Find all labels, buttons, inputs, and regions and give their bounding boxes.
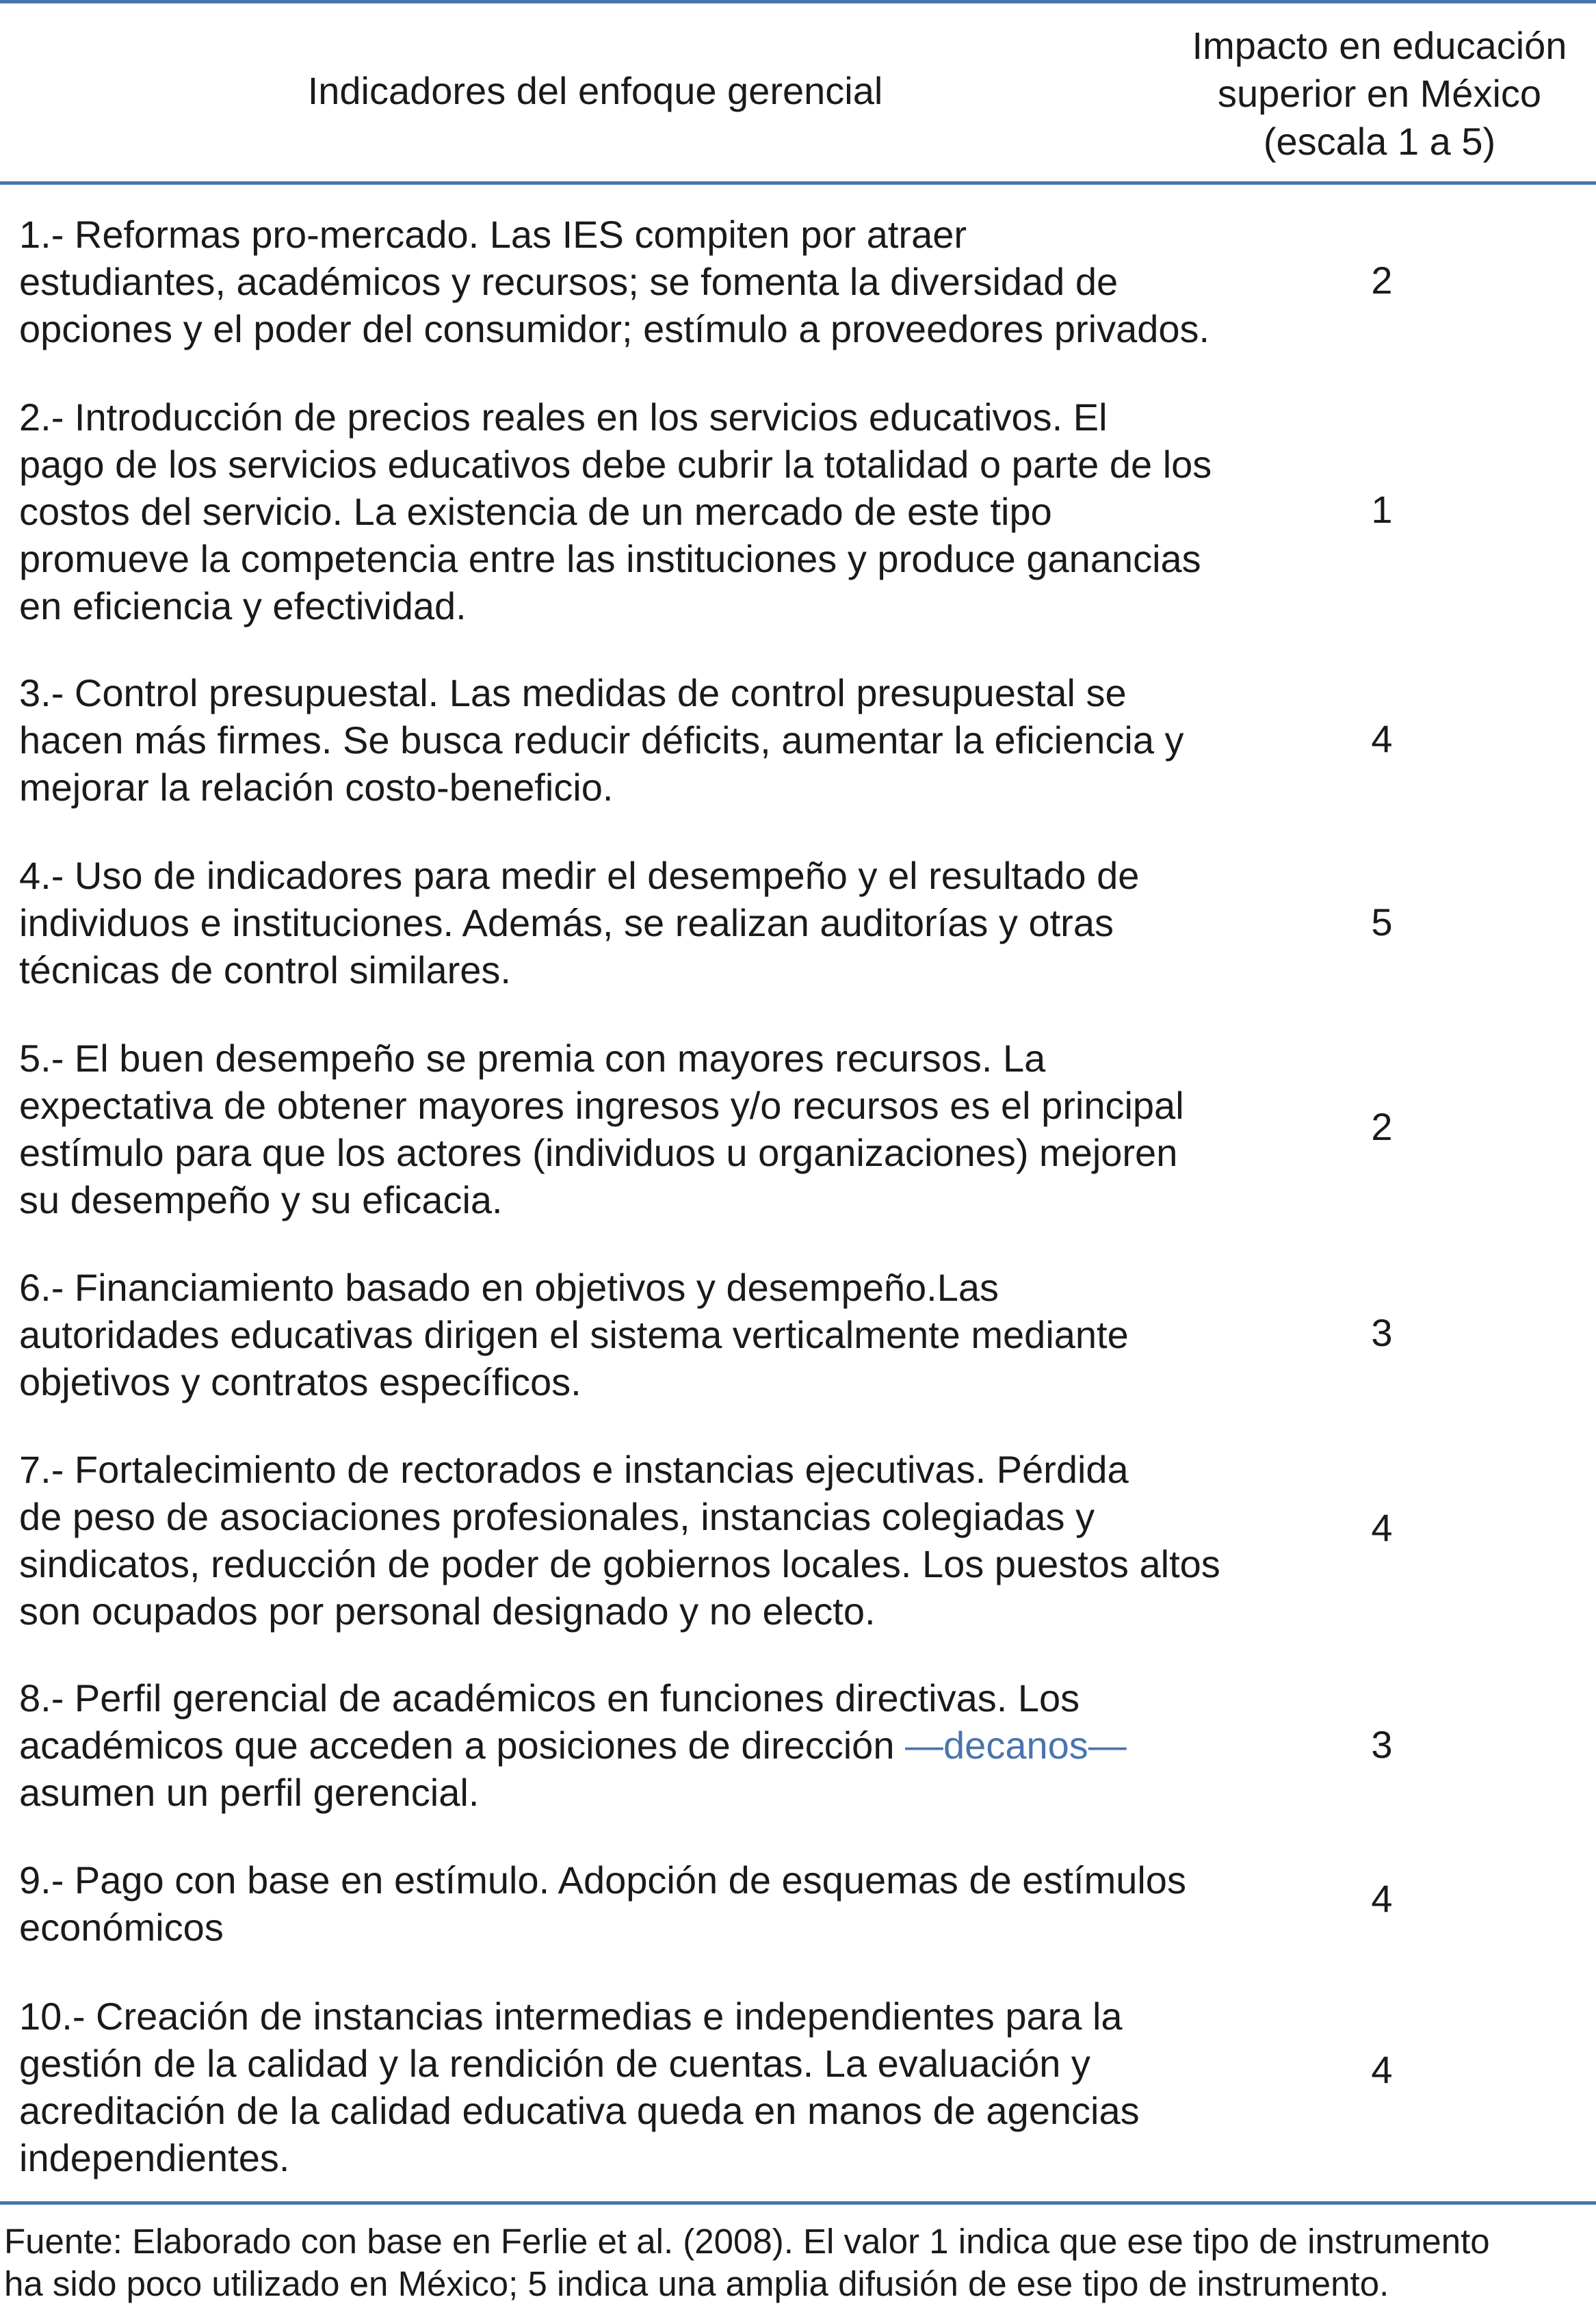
header-impact-line: superior en México bbox=[1217, 72, 1542, 115]
table-row-1-value: 2 bbox=[1371, 259, 1393, 302]
table-row-2-value: 1 bbox=[1371, 488, 1393, 531]
table-row-6-text bbox=[19, 1264, 1305, 1405]
row-line: gestión de la calidad y la rendición de cuentas. La evaluación y bbox=[19, 2042, 1090, 2085]
dash-decanos: —decanos— bbox=[905, 1724, 1127, 1767]
row-line: 9.- Pago con base en estímulo. Adopción de esquemas de estímulos bbox=[19, 1858, 1186, 1902]
header-impact-line: (escala 1 a 5) bbox=[1263, 120, 1496, 163]
table-bottom-rule bbox=[0, 2201, 1596, 2205]
table-row-9-text bbox=[19, 1856, 1305, 1951]
row-line: de peso de asociaciones profesionales, instancias colegiadas y bbox=[19, 1495, 1095, 1538]
row-line bbox=[19, 1722, 1305, 1769]
table-row-6-value: 3 bbox=[1371, 1311, 1393, 1354]
row-line: 10.- Creación de instancias intermedias e independientes para la bbox=[19, 1995, 1123, 2038]
source-note-line: ha sido poco utilizado en México; 5 indica una amplia difusión de ese tipo de instrumento. bbox=[4, 2264, 1389, 2303]
table-row-3-value: 4 bbox=[1371, 717, 1393, 760]
table-row-5-value: 2 bbox=[1371, 1105, 1393, 1148]
source-note bbox=[4, 2220, 1591, 2305]
row-line: sindicatos, reducción de poder de gobiernos locales. Los puestos altos bbox=[19, 1542, 1220, 1585]
table-row-8-value: 3 bbox=[1371, 1723, 1393, 1766]
row-line: expectativa de obtener mayores ingresos y/o recursos es el principal bbox=[19, 1084, 1184, 1127]
row-line: 4.- Uso de indicadores para medir el desempeño y el resultado de bbox=[19, 854, 1140, 897]
row-line: 5.- El buen desempeño se premia con mayores recursos. La bbox=[19, 1037, 1046, 1080]
row-line: en eficiencia y efectividad. bbox=[19, 584, 467, 627]
row-line: hacen más firmes. Se busca reducir déficits, aumentar la eficiencia y bbox=[19, 718, 1184, 762]
row-line: mejorar la relación costo-beneficio. bbox=[19, 766, 614, 809]
row-line: 1.- Reformas pro-mercado. Las IES compiten por atraer bbox=[19, 213, 967, 256]
header-divider-rule bbox=[0, 181, 1596, 185]
table-row-10-value: 4 bbox=[1371, 2048, 1393, 2091]
row-line: su desempeño y su eficacia. bbox=[19, 1178, 503, 1221]
row-line: técnicas de control similares. bbox=[19, 948, 511, 991]
table-row-7-text bbox=[19, 1446, 1305, 1635]
table-row-2-text bbox=[19, 393, 1305, 630]
header-indicators-label: Indicadores del enfoque gerencial bbox=[307, 68, 883, 112]
table-row-9-value: 4 bbox=[1371, 1877, 1393, 1920]
row-line: individuos e instituciones. Además, se realizan auditorías y otras bbox=[19, 901, 1114, 944]
source-note-line: Fuente: Elaborado con base en Ferlie et al. (2008). El valor 1 indica que ese tipo de instrumento bbox=[4, 2222, 1490, 2261]
row-line: 2.- Introducción de precios reales en los servicios educativos. El bbox=[19, 396, 1108, 439]
table-row-10-text bbox=[19, 1993, 1305, 2181]
table-row-7-value: 4 bbox=[1371, 1506, 1393, 1549]
row-line: 3.- Control presupuestal. Las medidas de control presupuestal se bbox=[19, 671, 1127, 714]
table-row-8-text bbox=[19, 1674, 1305, 1816]
row-line: 6.- Financiamiento basado en objetivos y desempeño.Las bbox=[19, 1266, 999, 1309]
table-row-4-value: 5 bbox=[1371, 900, 1393, 944]
row-line: opciones y el poder del consumidor; estímulo a proveedores privados. bbox=[19, 307, 1210, 350]
header-indicators bbox=[0, 0, 1190, 181]
table-row-1-text bbox=[19, 211, 1305, 352]
table-row-3-text bbox=[19, 669, 1305, 811]
row-line: asumen un perfil gerencial. bbox=[19, 1771, 480, 1814]
row-line: económicos bbox=[19, 1906, 224, 1949]
header-impact bbox=[1163, 22, 1596, 166]
row-line: autoridades educativas dirigen el sistema verticalmente mediante bbox=[19, 1313, 1129, 1356]
row-line: promueve la competencia entre las instituciones y produce ganancias bbox=[19, 537, 1201, 580]
row-line: pago de los servicios educativos debe cubrir la totalidad o parte de los bbox=[19, 443, 1212, 486]
header-impact-line: Impacto en educación bbox=[1192, 24, 1567, 67]
row-line: acreditación de la calidad educativa queda en manos de agencias bbox=[19, 2089, 1140, 2132]
row-line: objetivos y contratos específicos. bbox=[19, 1360, 581, 1403]
row-line: independientes. bbox=[19, 2136, 290, 2179]
row-line: 8.- Perfil gerencial de académicos en funciones directivas. Los bbox=[19, 1676, 1080, 1720]
row-line: estudiantes, académicos y recursos; se fomenta la diversidad de bbox=[19, 260, 1118, 303]
row-line: costos del servicio. La existencia de un mercado de este tipo bbox=[19, 490, 1052, 533]
row-line: son ocupados por personal designado y no electo. bbox=[19, 1590, 876, 1633]
row-line-part: académicos que acceden a posiciones de dirección bbox=[19, 1724, 906, 1767]
row-line: estímulo para que los actores (individuos u organizaciones) mejoren bbox=[19, 1131, 1178, 1174]
table-row-4-text bbox=[19, 852, 1305, 994]
table-row-5-text bbox=[19, 1035, 1305, 1223]
row-line: 7.- Fortalecimiento de rectorados e instancias ejecutivas. Pérdida bbox=[19, 1448, 1129, 1491]
